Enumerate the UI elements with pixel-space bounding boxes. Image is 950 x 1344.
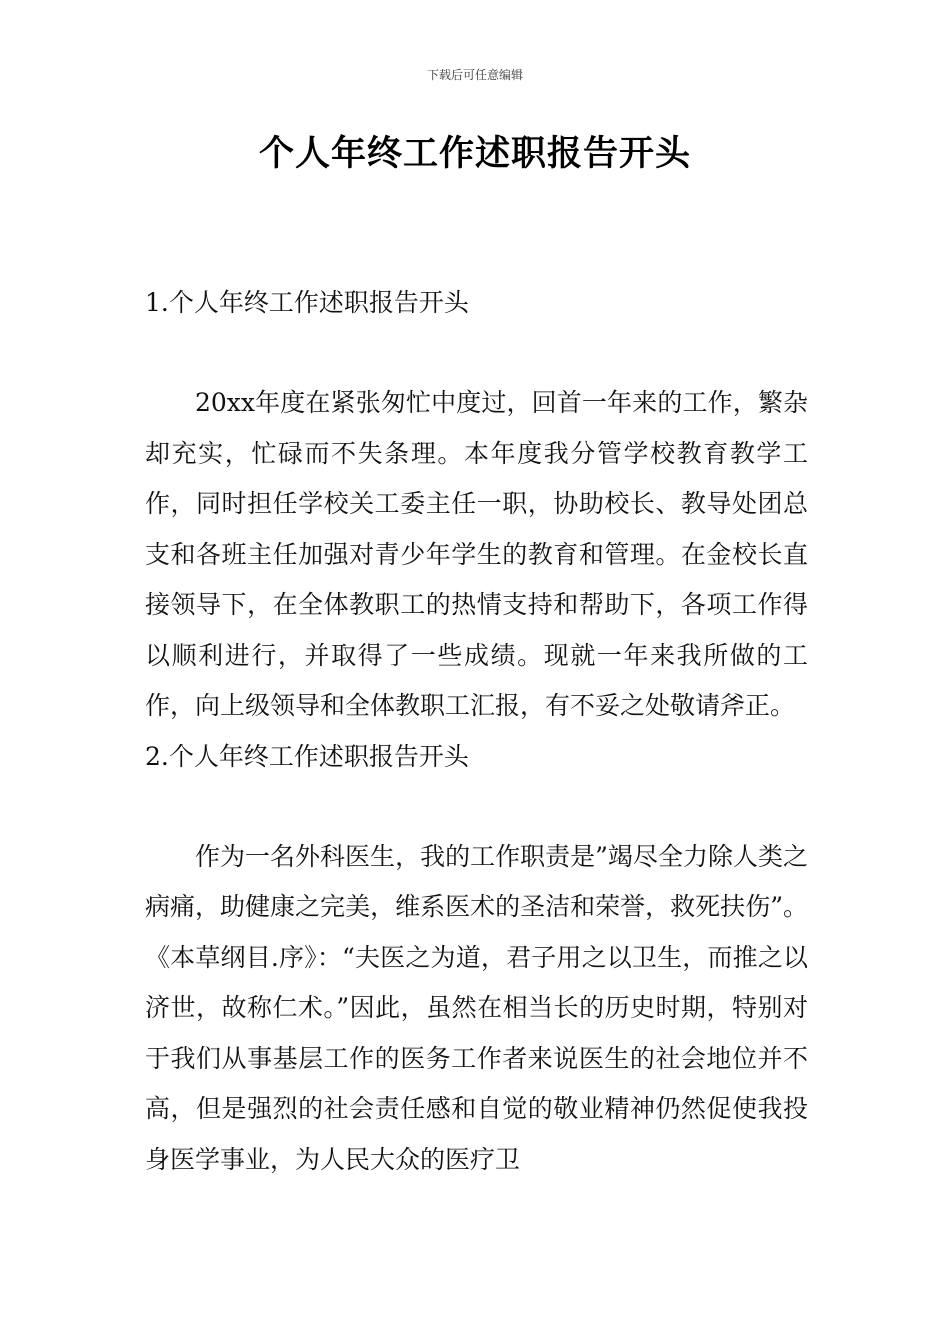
section-paragraph-2: 作为一名外科医生，我的工作职责是”竭尽全力除人类之病痛，助健康之完美，维系医术的圣洁和荣誉，救死扶伤”。《本草纲目.序》：“夫医之为道，君子用之以卫生，而推之以济世，故称仁术。”因此，虽然在相当长的历史时期，特别对于我们从事基层工作的医务工作者来说医生的社会地位并不高，但是强烈的社会责任感和自觉的敬业精神仍然促使我投身医学事业，为人民大众的医疗卫 (145, 841, 808, 1174)
document-title: 个人年终工作述职报告开头 (258, 133, 691, 174)
blank-line (145, 782, 808, 832)
header-note: 下载后可任意编辑 (426, 68, 523, 82)
document-body (145, 278, 808, 1185)
section-paragraph-1: 20xx年度在紧张匆忙中度过，回首一年来的工作，繁杂却充实，忙碌而不失条理。本年度我分管学校教育教学工作，同时担任学校关工委主任一职，协助校长、教导处团总支和各班主任加强对青少年学生的教育和管理。在金校长直接领导下，在全体教职工的热情支持和帮助下，各项工作得以顺利进行，并取得了一些成绩。现就一年来我所做的工作，向上级领导和全体教职工汇报，有不妥之处敬请斧正。 (145, 388, 808, 720)
section-heading-1: 1.个人年终工作述职报告开头 (145, 288, 469, 317)
section-heading-2: 2.个人年终工作述职报告开头 (145, 741, 469, 771)
blank-line (145, 328, 808, 378)
